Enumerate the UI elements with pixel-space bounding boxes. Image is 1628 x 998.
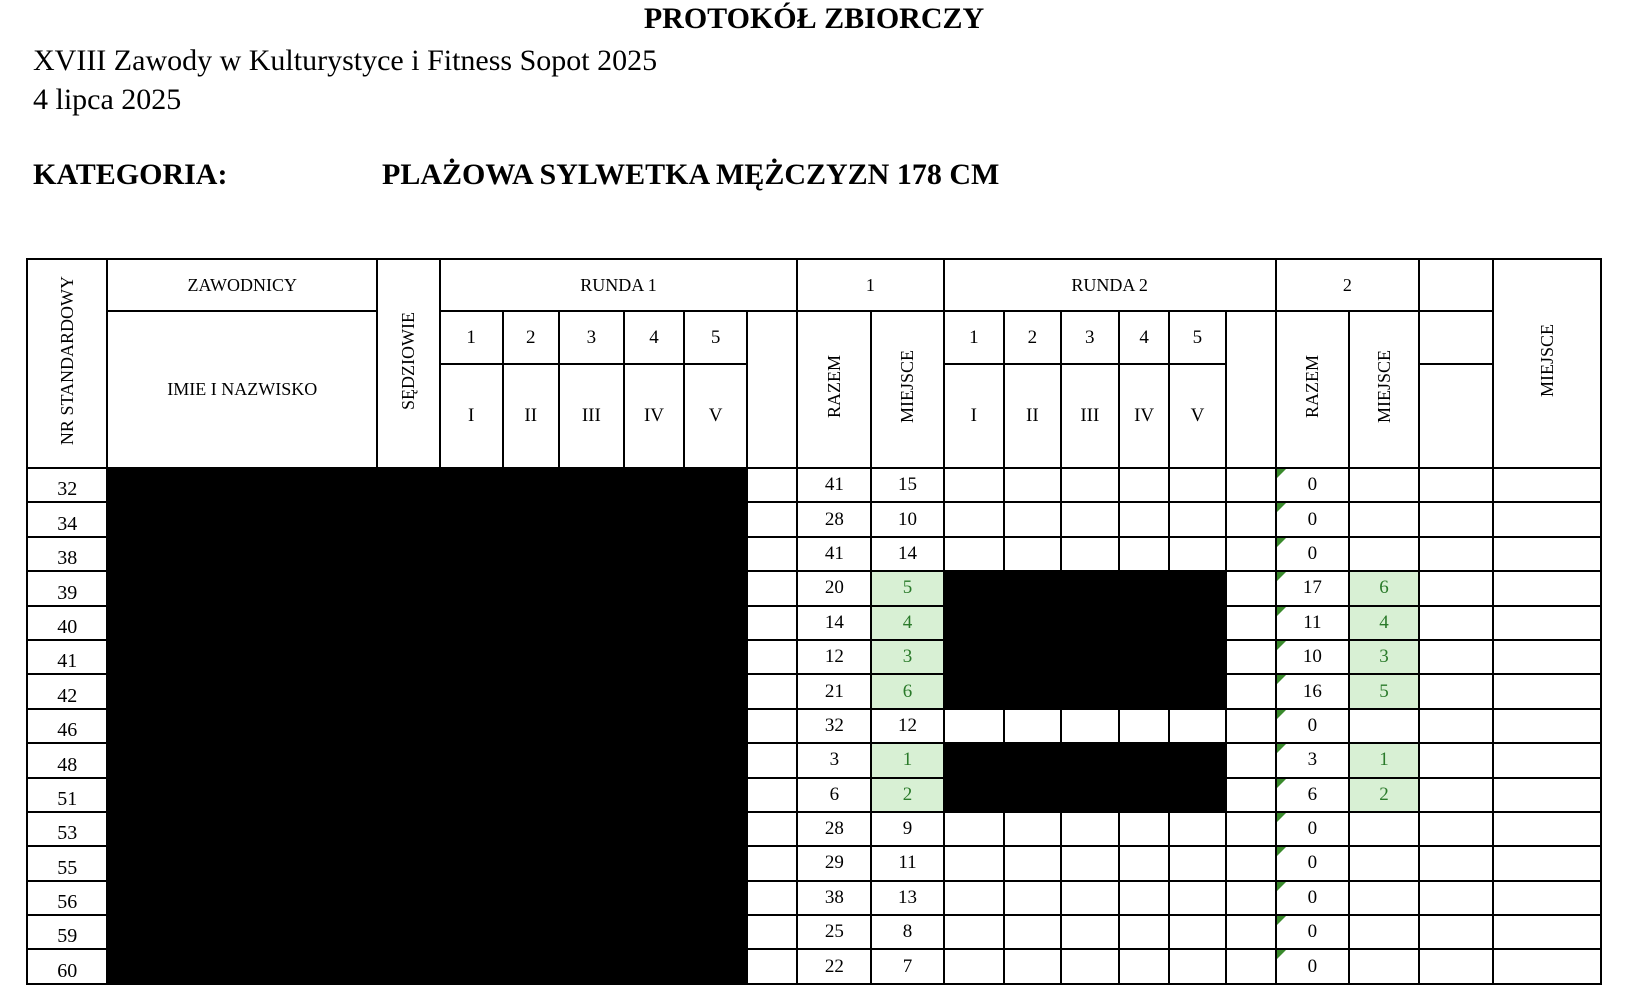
r2-judge-cell [1061, 709, 1120, 743]
r2-extra-cell [1226, 468, 1276, 502]
r1-razem-cell: 41 [797, 537, 871, 571]
r2-razem-cell: 3 [1276, 743, 1349, 777]
results-table [26, 258, 1602, 985]
r2-extra-cell [1226, 743, 1276, 777]
r1-extra-cell [747, 502, 797, 536]
r1-miejsce-cell: 7 [871, 949, 943, 983]
r2-extra-cell [1226, 709, 1276, 743]
runda2-header: RUNDA 2 [944, 259, 1276, 311]
r1-miejsce-header: MIEJSCE [871, 311, 943, 468]
r2-razem-cell: 0 [1276, 537, 1349, 571]
extra-header-empty-2 [1419, 311, 1493, 364]
r2-judge-cell [1061, 846, 1120, 880]
r1-judge-5: 5 [684, 311, 747, 364]
r2-extra-cell [1226, 846, 1276, 880]
r2-razem-cell: 0 [1276, 502, 1349, 536]
runda1-header: RUNDA 1 [440, 259, 797, 311]
final-miejsce-cell [1493, 881, 1601, 915]
r1-extra-cell [747, 846, 797, 880]
r1-judge-roman-3: III [559, 364, 624, 468]
r2-miejsce-cell [1349, 468, 1419, 502]
r2-judge-cell [944, 812, 1005, 846]
r1-extra-cell [747, 915, 797, 949]
r2-extra-cell [1226, 949, 1276, 983]
r2-judge-cell [1004, 812, 1060, 846]
extra-cell [1419, 674, 1493, 708]
results-body [27, 468, 1601, 984]
r1-miejsce-cell: 15 [871, 468, 943, 502]
r1-miejsce-cell: 13 [871, 881, 943, 915]
r2-judge-2: 2 [1004, 311, 1060, 364]
r2-miejsce-cell [1349, 812, 1419, 846]
r1-razem-cell: 41 [797, 468, 871, 502]
r2-miejsce-cell: 2 [1349, 778, 1419, 812]
r2-extra-cell [1226, 674, 1276, 708]
final-miejsce-cell [1493, 915, 1601, 949]
r2-extra-empty [1226, 311, 1276, 468]
r2-judge-cell [1061, 881, 1120, 915]
r1-miejsce-cell: 3 [871, 640, 943, 674]
nr-cell: 41 [27, 640, 107, 674]
extra-cell [1419, 606, 1493, 640]
r2-extra-cell [1226, 881, 1276, 915]
extra-cell [1419, 915, 1493, 949]
r2-extra-cell [1226, 640, 1276, 674]
r2-judge-roman-3: III [1061, 364, 1120, 468]
r2-judge-roman-5: V [1169, 364, 1225, 468]
r1-sum-group-header: 1 [797, 259, 943, 311]
r2-extra-cell [1226, 915, 1276, 949]
r1-judge-4: 4 [624, 311, 685, 364]
nr-cell: 51 [27, 778, 107, 812]
r1-extra-cell [747, 468, 797, 502]
r1-miejsce-cell: 8 [871, 915, 943, 949]
r1-extra-empty [747, 311, 797, 468]
final-miejsce-cell [1493, 709, 1601, 743]
r2-judge-cell [1119, 537, 1169, 571]
imie-header: IMIE I NAZWISKO [107, 311, 377, 468]
r2-miejsce-cell: 1 [1349, 743, 1419, 777]
r1-miejsce-cell: 6 [871, 674, 943, 708]
r1-razem-cell: 32 [797, 709, 871, 743]
r2-razem-cell: 0 [1276, 709, 1349, 743]
r2-miejsce-header: MIEJSCE [1349, 311, 1419, 468]
r2-judge-roman-2: II [1004, 364, 1060, 468]
final-miejsce-cell [1493, 640, 1601, 674]
r1-extra-cell [747, 571, 797, 605]
r2-miejsce-cell [1349, 915, 1419, 949]
r2-judge-cell [1061, 915, 1120, 949]
r2-miejsce-cell [1349, 949, 1419, 983]
r1-miejsce-cell: 9 [871, 812, 943, 846]
r2-judge-cell [1004, 709, 1060, 743]
r2-razem-cell: 0 [1276, 468, 1349, 502]
r2-judge-cell [1169, 709, 1225, 743]
final-miejsce-cell [1493, 537, 1601, 571]
redacted-block [944, 743, 1226, 812]
r2-judge-3: 3 [1061, 311, 1120, 364]
r1-judge-roman-1: I [440, 364, 503, 468]
r2-judge-cell [1119, 881, 1169, 915]
r2-razem-cell: 0 [1276, 949, 1349, 983]
final-miejsce-cell [1493, 846, 1601, 880]
r2-judge-cell [944, 468, 1005, 502]
r2-miejsce-cell: 3 [1349, 640, 1419, 674]
r2-razem-cell: 6 [1276, 778, 1349, 812]
category-value: PLAŻOWA SYLWETKA MĘŻCZYZN 178 CM [382, 158, 1000, 191]
r1-judge-1: 1 [440, 311, 503, 364]
r1-judge-3: 3 [559, 311, 624, 364]
r2-judge-cell [944, 537, 1005, 571]
r2-judge-cell [944, 949, 1005, 983]
r2-judge-cell [1004, 846, 1060, 880]
extra-cell [1419, 571, 1493, 605]
sedziowie-header: SĘDZIOWIE [377, 259, 440, 468]
r2-extra-cell [1226, 606, 1276, 640]
final-miejsce-cell [1493, 812, 1601, 846]
r2-judge-1: 1 [944, 311, 1005, 364]
r2-judge-cell [1061, 468, 1120, 502]
extra-header-empty-3 [1419, 364, 1493, 468]
r2-judge-cell [944, 502, 1005, 536]
r2-judge-cell [1119, 812, 1169, 846]
r2-judge-cell [1169, 537, 1225, 571]
r1-razem-cell: 28 [797, 812, 871, 846]
final-miejsce-cell [1493, 502, 1601, 536]
r2-judge-cell [1169, 812, 1225, 846]
r2-judge-5: 5 [1169, 311, 1225, 364]
r1-miejsce-cell: 4 [871, 606, 943, 640]
r1-extra-cell [747, 709, 797, 743]
r1-razem-header: RAZEM [797, 311, 871, 468]
r2-judge-cell [1061, 537, 1120, 571]
r1-extra-cell [747, 743, 797, 777]
r2-judge-cell [1169, 915, 1225, 949]
extra-cell [1419, 949, 1493, 983]
r1-razem-cell: 38 [797, 881, 871, 915]
nr-cell: 56 [27, 881, 107, 915]
nr-cell: 32 [27, 468, 107, 502]
r2-judge-cell [1169, 468, 1225, 502]
r2-judge-cell [1061, 812, 1120, 846]
r1-miejsce-cell: 11 [871, 846, 943, 880]
r2-judge-cell [1119, 949, 1169, 983]
r2-judge-cell [1004, 881, 1060, 915]
r2-razem-header: RAZEM [1276, 311, 1349, 468]
r2-extra-cell [1226, 812, 1276, 846]
nr-cell: 48 [27, 743, 107, 777]
r2-judge-cell [1004, 949, 1060, 983]
r1-razem-cell: 20 [797, 571, 871, 605]
r1-razem-cell: 14 [797, 606, 871, 640]
extra-cell [1419, 812, 1493, 846]
final-miejsce-cell [1493, 468, 1601, 502]
final-miejsce-cell [1493, 571, 1601, 605]
r2-razem-cell: 11 [1276, 606, 1349, 640]
r1-razem-cell: 29 [797, 846, 871, 880]
r2-extra-cell [1226, 502, 1276, 536]
r1-extra-cell [747, 640, 797, 674]
final-miejsce-header: MIEJSCE [1493, 259, 1601, 468]
r2-judge-cell [1169, 846, 1225, 880]
extra-cell [1419, 778, 1493, 812]
event-name: XVIII Zawody w Kulturystyce i Fitness Sopot 2025 [33, 44, 658, 77]
r2-razem-cell: 0 [1276, 915, 1349, 949]
r2-judge-cell [1004, 468, 1060, 502]
r1-razem-cell: 21 [797, 674, 871, 708]
extra-cell [1419, 846, 1493, 880]
nr-cell: 53 [27, 812, 107, 846]
nr-cell: 60 [27, 949, 107, 983]
category-label: KATEGORIA: [33, 158, 228, 191]
nr-cell: 42 [27, 674, 107, 708]
r2-razem-cell: 0 [1276, 881, 1349, 915]
r2-miejsce-cell: 4 [1349, 606, 1419, 640]
nr-header: NR STANDARDOWY [27, 259, 107, 468]
r2-judge-cell [1169, 502, 1225, 536]
r2-judge-cell [944, 709, 1005, 743]
nr-cell: 55 [27, 846, 107, 880]
r1-razem-cell: 3 [797, 743, 871, 777]
r1-miejsce-cell: 10 [871, 502, 943, 536]
r2-judge-cell [944, 846, 1005, 880]
r2-judge-cell [1119, 846, 1169, 880]
extra-cell [1419, 640, 1493, 674]
header-row-1 [27, 259, 1601, 311]
extra-cell [1419, 502, 1493, 536]
extra-cell [1419, 537, 1493, 571]
r2-miejsce-cell [1349, 709, 1419, 743]
r1-miejsce-cell: 2 [871, 778, 943, 812]
nr-cell: 46 [27, 709, 107, 743]
extra-cell [1419, 709, 1493, 743]
r1-miejsce-cell: 12 [871, 709, 943, 743]
r2-razem-cell: 0 [1276, 812, 1349, 846]
r1-razem-cell: 28 [797, 502, 871, 536]
r1-razem-cell: 25 [797, 915, 871, 949]
final-miejsce-cell [1493, 674, 1601, 708]
r2-judge-cell [1061, 949, 1120, 983]
r2-miejsce-cell [1349, 846, 1419, 880]
r1-miejsce-cell: 1 [871, 743, 943, 777]
r1-extra-cell [747, 812, 797, 846]
r2-razem-cell: 0 [1276, 846, 1349, 880]
r2-judge-cell [1119, 915, 1169, 949]
r2-judge-cell [1004, 537, 1060, 571]
r1-extra-cell [747, 778, 797, 812]
r2-judge-cell [1169, 881, 1225, 915]
r1-extra-cell [747, 537, 797, 571]
r2-miejsce-cell [1349, 881, 1419, 915]
r1-miejsce-cell: 14 [871, 537, 943, 571]
final-miejsce-cell [1493, 778, 1601, 812]
r2-miejsce-cell [1349, 537, 1419, 571]
r2-razem-cell: 16 [1276, 674, 1349, 708]
extra-cell [1419, 743, 1493, 777]
r1-razem-cell: 22 [797, 949, 871, 983]
r2-extra-cell [1226, 537, 1276, 571]
r2-razem-cell: 10 [1276, 640, 1349, 674]
r2-judge-roman-4: IV [1119, 364, 1169, 468]
zawodnicy-header: ZAWODNICY [107, 259, 377, 311]
header-row-2 [27, 311, 1601, 364]
r2-miejsce-cell: 5 [1349, 674, 1419, 708]
r1-extra-cell [747, 606, 797, 640]
r1-judge-2: 2 [503, 311, 559, 364]
r2-sum-group-header: 2 [1276, 259, 1419, 311]
extra-header-empty [1419, 259, 1493, 311]
final-miejsce-cell [1493, 743, 1601, 777]
final-miejsce-cell [1493, 606, 1601, 640]
r1-judge-roman-4: IV [624, 364, 685, 468]
nr-cell: 34 [27, 502, 107, 536]
table-row [27, 468, 1601, 502]
r2-judge-cell [1119, 709, 1169, 743]
r1-judge-roman-5: V [684, 364, 747, 468]
r1-extra-cell [747, 949, 797, 983]
r1-judge-roman-2: II [503, 364, 559, 468]
final-miejsce-cell [1493, 949, 1601, 983]
r2-judge-cell [1004, 915, 1060, 949]
r2-judge-cell [1119, 468, 1169, 502]
nr-cell: 39 [27, 571, 107, 605]
r2-judge-cell [1169, 949, 1225, 983]
r2-extra-cell [1226, 571, 1276, 605]
r2-judge-cell [1061, 502, 1120, 536]
r1-razem-cell: 6 [797, 778, 871, 812]
r2-judge-4: 4 [1119, 311, 1169, 364]
r2-judge-cell [944, 915, 1005, 949]
nr-cell: 38 [27, 537, 107, 571]
r1-extra-cell [747, 881, 797, 915]
event-date: 4 lipca 2025 [33, 83, 182, 116]
r2-miejsce-cell: 6 [1349, 571, 1419, 605]
r2-extra-cell [1226, 778, 1276, 812]
r1-razem-cell: 12 [797, 640, 871, 674]
redacted-block [107, 468, 747, 984]
r2-judge-cell [1004, 502, 1060, 536]
nr-cell: 40 [27, 606, 107, 640]
r2-judge-roman-1: I [944, 364, 1005, 468]
document-title: PROTOKÓŁ ZBIORCZY [643, 2, 985, 35]
redacted-block [944, 571, 1226, 709]
r1-extra-cell [747, 674, 797, 708]
extra-cell [1419, 881, 1493, 915]
r2-judge-cell [1119, 502, 1169, 536]
nr-cell: 59 [27, 915, 107, 949]
r2-judge-cell [944, 881, 1005, 915]
r2-razem-cell: 17 [1276, 571, 1349, 605]
r2-miejsce-cell [1349, 502, 1419, 536]
r1-miejsce-cell: 5 [871, 571, 943, 605]
extra-cell [1419, 468, 1493, 502]
